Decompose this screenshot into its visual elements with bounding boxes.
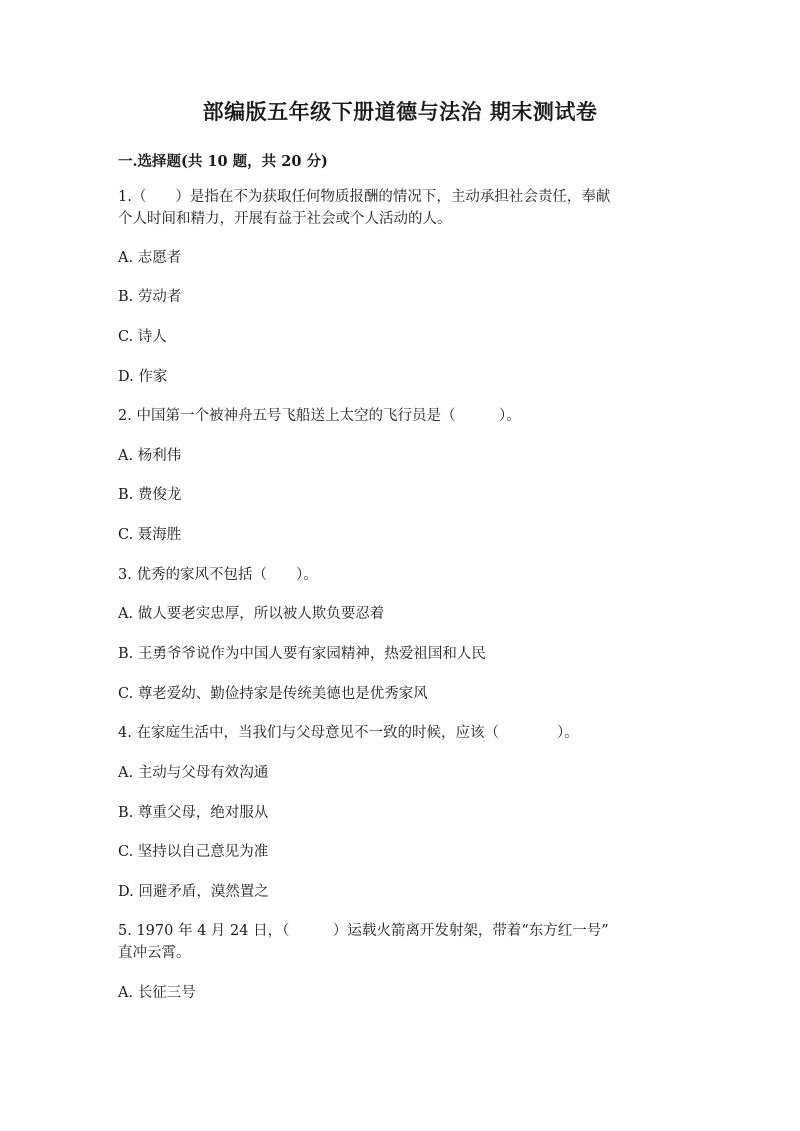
question-2-option-a: A. 杨利伟 (118, 448, 182, 464)
question-3-stem: 3. 优秀的家风不包括（ ）。 (118, 567, 318, 583)
question-1-option-b: B. 劳动者 (118, 289, 182, 305)
question-4-option-a: A. 主动与父母有效沟通 (118, 765, 269, 781)
question-5-stem-line-1: 5. 1970 年 4 月 24 日，（ ）运载火箭离开发射架，带着“东方红一号” (118, 923, 609, 939)
question-4-option-c: C. 坚持以自己意见为准 (118, 844, 269, 860)
question-1-stem-line-2: 个人时间和精力，开展有益于社会或个人活动的人。 (118, 211, 452, 227)
exam-title: 部编版五年级下册道德与法治 期末测试卷 (202, 99, 598, 124)
question-5-stem-line-2: 直冲云霄。 (118, 945, 191, 961)
question-1-option-d: D. 作家 (118, 369, 168, 385)
question-4-option-b: B. 尊重父母，绝对服从 (118, 805, 269, 821)
question-1-stem-line-1: 1.（ ）是指在不为获取任何物质报酬的情况下，主动承担社会责任，奉献 (118, 189, 611, 205)
question-3-option-b: B. 王勇爷爷说作为中国人要有家园精神，热爱祖国和人民 (118, 646, 486, 662)
question-5-option-a: A. 长征三号 (118, 985, 196, 1001)
question-3-option-a: A. 做人要老实忠厚，所以被人欺负要忍着 (118, 606, 385, 622)
question-2-stem: 2. 中国第一个被神舟五号飞船送上太空的飞行员是（ ）。 (118, 408, 521, 424)
question-1-option-a: A. 志愿者 (118, 250, 182, 266)
question-2-option-c: C. 聂海胜 (118, 527, 182, 543)
question-2-option-b: B. 费俊龙 (118, 487, 182, 503)
question-4-option-d: D. 回避矛盾，漠然置之 (118, 884, 269, 900)
question-3-option-c: C. 尊老爱幼、勤俭持家是传统美德也是优秀家风 (118, 686, 428, 702)
question-4-stem: 4. 在家庭生活中，当我们与父母意见不一致的时候，应该（ ）。 (118, 725, 579, 741)
question-1-option-c: C. 诗人 (118, 329, 167, 345)
section-heading: 一.选择题(共 10 题，共 20 分) (118, 153, 328, 170)
